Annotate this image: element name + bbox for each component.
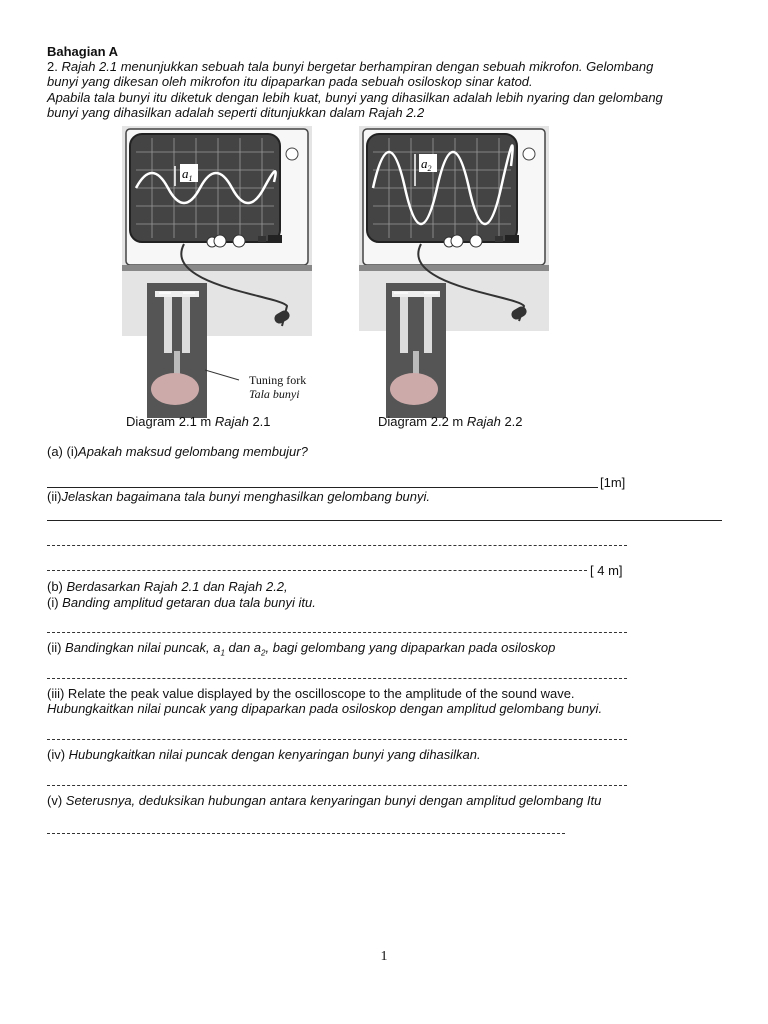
answer-line-b-iii[interactable]	[47, 739, 627, 740]
question-b-iii-ms: Hubungkaitkan nilai puncak yang dipaparkan pada osiloskop dengan amplitud gelombang bunyi.	[47, 701, 603, 716]
section-title: Bahagian A	[47, 44, 119, 59]
caption-num-2: 2.2	[500, 414, 523, 429]
amplitude-subscript-2: 2	[427, 164, 432, 173]
amplitude-subscript-1: 1	[188, 174, 193, 183]
question-b-text: Berdasarkan Rajah 2.1 dan Rajah 2.2,	[66, 579, 288, 594]
question-b-v-text: Seterusnya, deduksikan hubungan antara kenyaringan bunyi dengan amplitud gelombang Itu	[65, 793, 602, 808]
question-b-prefix: (b)	[47, 579, 67, 594]
question-b-ii-prefix: (ii)	[47, 640, 66, 655]
caption-diagram-2-2	[378, 414, 523, 429]
caption-en-1: Diagram 2.1 m	[126, 414, 215, 429]
question-b-v	[47, 793, 601, 809]
caption-num-1: 2.1	[248, 414, 271, 429]
tuning-fork-label-ms: Tala bunyi	[249, 387, 300, 401]
tuning-fork-photo-1	[147, 283, 207, 418]
intro-line-3: Apabila tala bunyi itu diketuk dengan lebih kuat, bunyi yang dihasilkan adalah lebih nyaring dan gelombang	[47, 90, 663, 105]
question-b-ii-sub1: 1	[220, 648, 225, 658]
question-a-i-text: Apakah maksud gelombang membujur?	[78, 444, 308, 459]
caption-diagram-2-1	[126, 414, 271, 429]
question-b-ii	[47, 640, 555, 662]
question-b-ii-text-a: Bandingkan nilai puncak, a	[65, 640, 221, 655]
question-b-ii-text-c: , bagi gelombang yang dipaparkan pada osiloskop	[265, 640, 556, 655]
page-number: 1	[380, 949, 388, 964]
question-a-i	[47, 444, 308, 460]
mark-a-ii: [ 4 m]	[590, 563, 623, 578]
intro-line-1	[47, 59, 653, 75]
question-b-iii-en: (iii) Relate the peak value displayed by the oscilloscope to the amplitude of the sound wave.	[47, 686, 575, 701]
caption-ms-2: Rajah	[466, 414, 501, 429]
caption-en-2: Diagram 2.2 m	[378, 414, 467, 429]
tuning-fork-label-en: Tuning fork	[249, 373, 307, 387]
question-b-i	[47, 595, 316, 611]
tuning-fork-label	[249, 373, 306, 401]
amplitude-label-a1: a	[182, 166, 189, 181]
answer-line-a-ii-2[interactable]	[47, 545, 627, 546]
answer-line-a-i[interactable]	[47, 487, 598, 488]
answer-line-a-ii-3[interactable]	[47, 570, 587, 571]
question-b	[47, 579, 288, 595]
question-a-ii	[47, 489, 430, 505]
fork-label-pointer	[205, 368, 240, 384]
tuning-fork-photo-2	[386, 283, 446, 418]
answer-line-b-ii[interactable]	[47, 678, 627, 679]
question-b-ii-sub2: 2	[261, 648, 266, 658]
question-b-iv	[47, 747, 481, 763]
question-a-i-prefix: (a) (i)	[47, 444, 79, 459]
amplitude-label-a2: a	[421, 156, 428, 171]
answer-line-b-i[interactable]	[47, 632, 627, 633]
question-b-iv-text: Hubungkaitkan nilai puncak dengan kenyaringan bunyi yang dihasilkan.	[68, 747, 481, 762]
answer-line-a-ii-1[interactable]	[47, 520, 722, 521]
answer-line-b-iv[interactable]	[47, 785, 627, 786]
question-a-ii-text: Jelaskan bagaimana tala bunyi menghasilkan gelombang bunyi.	[61, 489, 431, 504]
question-b-v-prefix: (v)	[47, 793, 66, 808]
intro-text-1: Rajah 2.1 menunjukkan sebuah tala bunyi bergetar berhampiran dengan sebuah mikrofon. Gelombang	[61, 59, 654, 74]
intro-line-2: bunyi yang dikesan oleh mikrofon itu dipaparkan pada sebuah osiloskop sinar katod.	[47, 74, 533, 89]
intro-line-4: bunyi yang dihasilkan adalah seperti ditunjukkan dalam Rajah 2.2	[47, 105, 425, 120]
question-number: 2.	[47, 59, 62, 74]
question-b-i-prefix: (i)	[47, 595, 63, 610]
mark-a-i: [1m]	[600, 475, 626, 490]
caption-ms-1: Rajah	[214, 414, 249, 429]
question-b-i-text: Banding amplitud getaran dua tala bunyi itu.	[62, 595, 316, 610]
answer-line-b-v[interactable]	[47, 833, 565, 834]
question-b-iv-prefix: (iv)	[47, 747, 69, 762]
question-a-ii-prefix: (ii)	[47, 489, 62, 504]
question-b-ii-text-b: dan a	[224, 640, 262, 655]
